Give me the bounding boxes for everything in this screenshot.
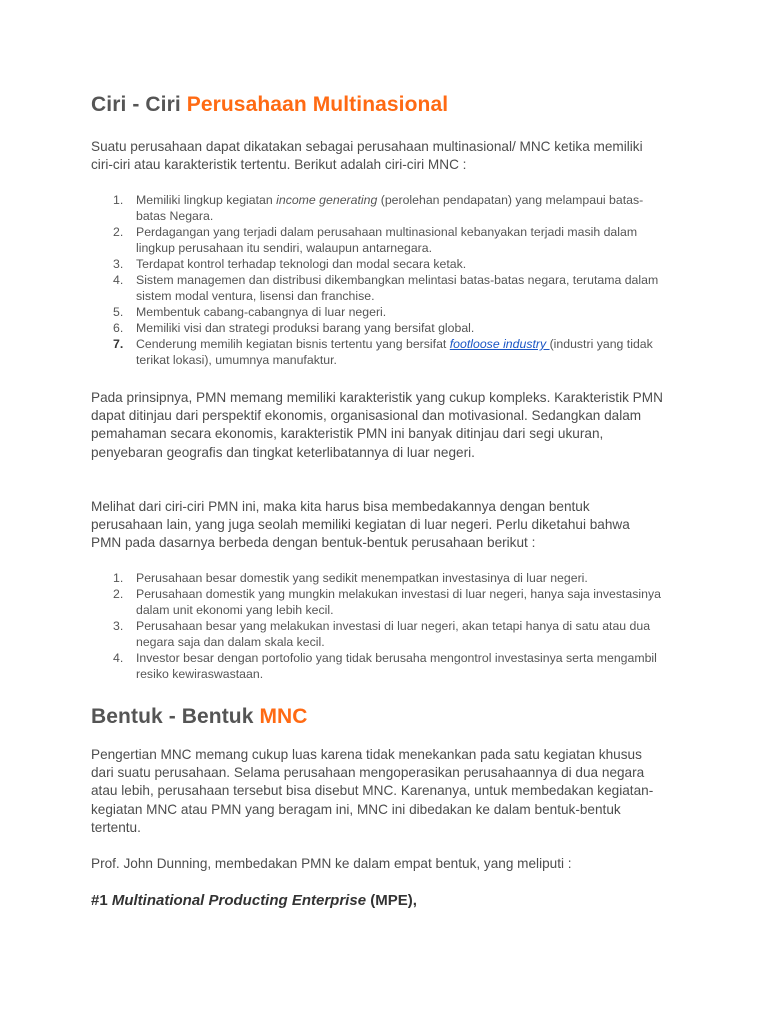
list-number: 2.	[113, 587, 124, 601]
list-item	[91, 256, 671, 272]
mpe-suffix: (MPE),	[366, 892, 417, 909]
mpe-prefix: #1	[91, 892, 112, 909]
list-text: Membentuk cabang-cabangnya di luar negeri.	[136, 305, 387, 319]
list-number: 4.	[113, 273, 124, 287]
list-item	[91, 650, 671, 682]
list-number: 1.	[113, 571, 124, 585]
list-text: Perusahaan domestik yang mungkin melakukan investasi di luar negeri, hanya saja investasinya dalam unit ekonomi yang lebih kecil.	[136, 587, 661, 617]
section-title-ciri	[91, 92, 671, 118]
mpe-heading	[91, 891, 671, 911]
title-accent: Perusahaan Multinasional	[186, 93, 449, 116]
list-text-italic: income generating	[276, 193, 378, 207]
list-item	[91, 272, 671, 304]
title-prefix: Bentuk - Bentuk	[91, 705, 260, 728]
title-prefix: Ciri - Ciri	[91, 93, 187, 116]
list-number: 3.	[113, 619, 124, 633]
dunning-paragraph: Prof. John Dunning, membedakan PMN ke dalam empat bentuk, yang meliputi :	[91, 856, 572, 871]
characteristics-list	[91, 192, 671, 368]
title-accent: MNC	[259, 705, 308, 728]
list-item	[91, 320, 671, 336]
principle-paragraph: Pada prinsipnya, PMN memang memiliki karakteristik yang cukup kompleks. Karakteristik PMN dapat ditinjau dari perspektif ekonomis, organisasional dan motivasional. Sedangkan dalam pemahaman secara ekonomis, karakteristik PMN ini banyak ditinjau dari segi ukuran, penyebaran geografis dan tingkat keterlibatannya di luar negeri.	[91, 390, 663, 460]
list-text: Perusahaan besar domestik yang sedikit menempatkan investasinya di luar negeri.	[136, 571, 588, 585]
list-item	[91, 336, 671, 368]
distinction-paragraph: Melihat dari ciri-ciri PMN ini, maka kita harus bisa membedakannya dengan bentuk perusahaan lain, yang juga seolah memiliki kegiatan di luar negeri. Perlu diketahui bahwa PMN pada dasarnya berbeda dengan bentuk-bentuk perusahaan berikut :	[91, 499, 630, 551]
list-text: Perdagangan yang terjadi dalam perusahaan multinasional kebanyakan terjadi masih dalam lingkup perusahaan itu sendiri, walaupun antarnegara.	[136, 225, 638, 255]
definition-paragraph: Pengertian MNC memang cukup luas karena tidak menekankan pada satu kegiatan khusus dari suatu perusahaan. Selama perusahaan mengoperasikan perusahaannya di dua negara atau lebih, perusahaan tersebut bisa disebut MNC. Karenanya, untuk membedakan kegiatan-kegiatan MNC atau PMN yang beragam ini, MNC ini dibedakan ke dalam bentuk-bentuk tertentu.	[91, 747, 654, 835]
list-text: Memiliki visi dan strategi produksi barang yang bersifat global.	[136, 321, 475, 335]
list-text: Memiliki lingkup kegiatan	[136, 193, 277, 207]
list-number: 2.	[113, 225, 124, 239]
list-text: (perolehan pendapatan) yang melampaui batas- batas Negara.	[136, 193, 644, 223]
list-item	[91, 586, 671, 618]
list-text: Cenderung memilih kegiatan bisnis tertentu yang bersifat	[136, 337, 450, 351]
list-text: Sistem managemen dan distribusi dikembangkan melintasi batas-batas negara, terutama dalam sistem modal ventura, lisensi dan franchise.	[136, 273, 659, 303]
list-number: 1.	[113, 193, 124, 207]
list-item	[91, 618, 671, 650]
intro-paragraph: Suatu perusahaan dapat dikatakan sebagai perusahaan multinasional/ MNC ketika memiliki ciri-ciri atau karakteristik tertentu. Berikut adalah ciri-ciri MNC :	[91, 139, 643, 173]
list-item	[91, 570, 671, 586]
list-item	[91, 304, 671, 320]
list-text: Perusahaan besar yang melakukan investasi di luar negeri, akan tetapi hanya di satu atau dua negara saja dan dalam skala kecil.	[136, 619, 651, 649]
list-text: Terdapat kontrol terhadap teknologi dan modal secara ketak.	[136, 257, 467, 271]
footloose-industry-link[interactable]: footloose industry	[449, 337, 550, 351]
list-item	[91, 224, 671, 256]
list-number: 3.	[113, 257, 124, 271]
mpe-title-italic: Multinational Producting Enterprise	[111, 892, 367, 909]
list-number: 5.	[113, 305, 124, 319]
list-text: (industri yang tidak terikat lokasi), umumnya manufaktur.	[136, 337, 653, 367]
list-item	[91, 192, 671, 224]
list-number: 4.	[113, 651, 124, 665]
section-title-bentuk	[91, 704, 671, 730]
non-mnc-list	[91, 570, 671, 682]
list-text: Investor besar dengan portofolio yang tidak berusaha mengontrol investasinya serta mengambil resiko kewiraswastaan.	[136, 651, 657, 681]
list-number: 6.	[113, 321, 124, 335]
list-number: 7.	[113, 337, 124, 351]
